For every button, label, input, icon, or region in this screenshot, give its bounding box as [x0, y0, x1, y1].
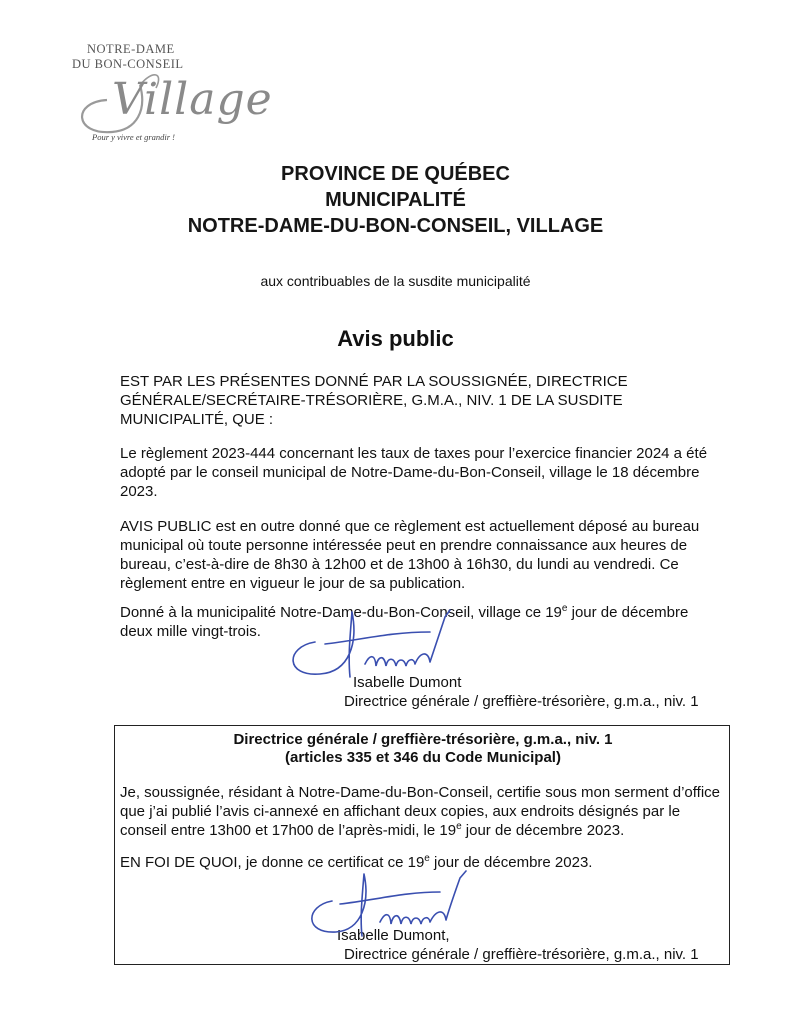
logo-line-1: NOTRE-DAME	[87, 42, 175, 56]
certificate-subtitle: (articles 335 et 346 du Code Municipal)	[285, 749, 561, 766]
subtitle: aux contribuables de la susdite municipalité	[260, 273, 531, 289]
certificate-paragraph-1	[120, 783, 720, 840]
body-paragraph-1: EST PAR LES PRÉSENTES DONNÉ PAR LA SOUSSIGNÉE, DIRECTRICE GÉNÉRALE/SECRÉTAIRE-TRÉSORIÈRE, G.M.A., NIV. 1 DE LA SUSDITE MUNICIPALITÉ, QUE :	[120, 373, 628, 428]
handwritten-signature-1	[280, 602, 480, 682]
cert-p2-after: jour de décembre 2023.	[429, 854, 593, 871]
cert-p1-before: Je, soussignée, résidant à Notre-Dame-du-Bon-Conseil, certifie sous mon serment d’office que j’ai publié l’avis ci-annexé en affichant deux copies, aux endroits désignés par le conseil entre 13h00 et 17h00 de l’après-midi, le 19	[120, 784, 720, 839]
body-paragraph-3: AVIS PUBLIC est en outre donné que ce règlement est actuellement déposé au bureau municipal où toute personne intéressée peut en prendre connaissance aux heures de bureau, c’est-à-dire de 8h30 à 12h00 et de 13h00 à 16h30, du lundi au vendredi. Ce règlement entre en vigueur le jour de sa publication.	[120, 518, 700, 592]
cert-p1-after: jour de décembre 2023.	[461, 822, 625, 839]
body-paragraph-2: Le règlement 2023-444 concernant les taux de taxes pour l’exercice financier 2024 a été adopté par le conseil municipal de Notre-Dame-du-Bon-Conseil, village le 18 décembre 2023.	[120, 445, 708, 500]
cert-p2-ordinal-sup: e	[424, 853, 430, 864]
notice-heading: Avis public	[337, 326, 454, 351]
p4-text-before: Donné à la municipalité Notre-Dame-du-Bon-Conseil, village ce 19	[120, 604, 562, 621]
header-municipality: MUNICIPALITÉ	[325, 189, 466, 211]
p4-ordinal-sup: e	[561, 603, 568, 614]
logo-tagline: Pour y vivre et grandir !	[92, 132, 176, 142]
cert-p2-before: EN FOI DE QUOI, je donne ce certificat ce 19	[120, 854, 425, 871]
certificate-title: Directrice générale / greffière-trésorière, g.m.a., niv. 1	[233, 731, 613, 748]
municipality-logo	[52, 40, 273, 158]
certificate-signatory-name: Isabelle Dumont,	[337, 927, 450, 944]
signatory-name: Isabelle Dumont	[353, 674, 462, 691]
logo-script: Village	[112, 74, 273, 125]
logo-line-2: DU BON-CONSEIL	[72, 57, 184, 71]
handwritten-signature-2	[300, 866, 490, 941]
signatory-title: Directrice générale / greffière-trésorière, g.m.a., niv. 1	[344, 693, 699, 710]
cert-p1-ordinal-sup: e	[456, 821, 462, 832]
header-municipality-name: NOTRE-DAME-DU-BON-CONSEIL, VILLAGE	[187, 215, 604, 237]
p4-text-after: jour de décembre deux mille vingt-trois.	[120, 604, 689, 640]
header-province: PROVINCE DE QUÉBEC	[281, 163, 510, 185]
certificate-signatory-title: Directrice générale / greffière-trésorière, g.m.a., niv. 1	[344, 946, 699, 963]
